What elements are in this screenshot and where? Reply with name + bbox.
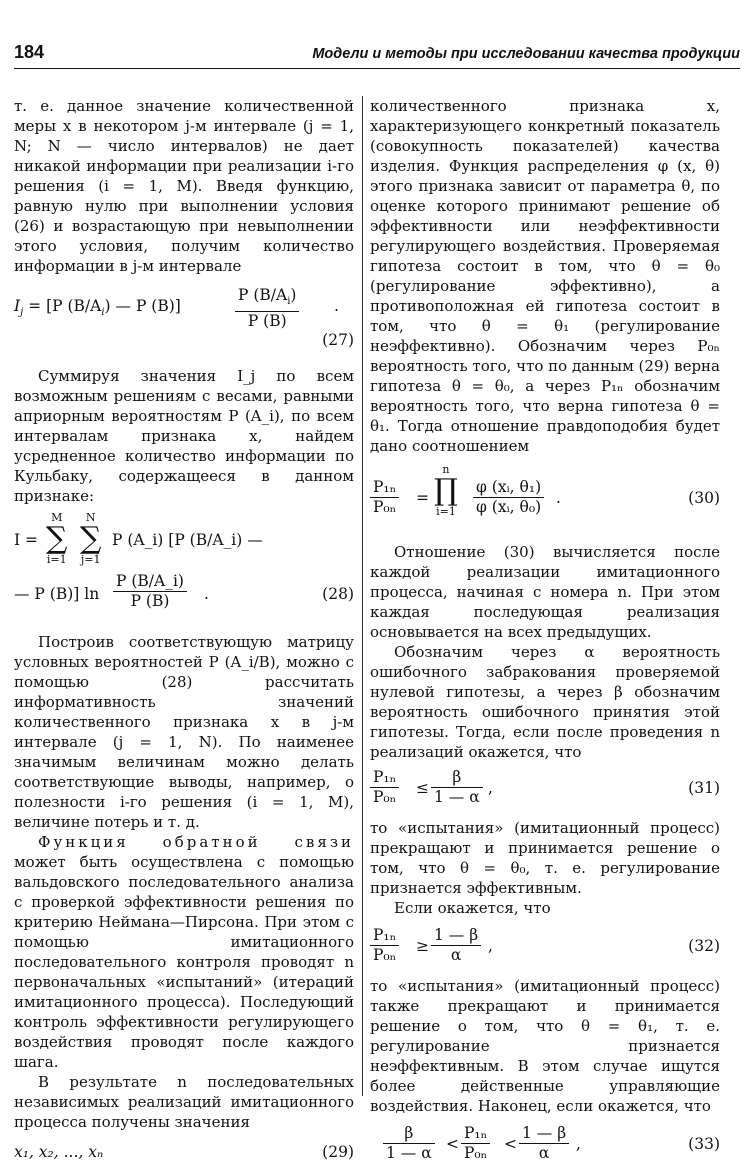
eq-text: ) — P (B)] (104, 297, 181, 315)
eq-text: P (B) (247, 312, 287, 331)
equation-30: P₁ₙ P₀ₙ = n ∏ i=1 φ (xᵢ, θ₁) φ (xᵢ, θ₀) . (30) (370, 464, 720, 532)
equation-number: (32) (688, 937, 720, 955)
paragraph: Если окажется, что (394, 899, 551, 917)
eq-text: N (85, 511, 96, 524)
eq-text: M (51, 511, 63, 524)
eq-text: ≥ (416, 937, 429, 955)
eq-text: 1 — β (519, 1124, 569, 1144)
eq-text: P (B/A (238, 286, 288, 304)
eq-text: P₁ₙ (461, 1124, 490, 1144)
eq-text: P (B) (130, 592, 170, 610)
eq-text: P₀ₙ (373, 946, 397, 964)
fraction (431, 926, 481, 965)
right-column (370, 96, 720, 1168)
page-number: 184 (14, 42, 45, 62)
paragraph (14, 832, 354, 1072)
eq-text: φ (xᵢ, θ₀) (476, 498, 542, 516)
paragraph: т. е. данное значение количественной меры x в некотором j-м интервале (j = 1, N; N — число интервалов) не дает никакой информации при реализации i-го решения (i = 1, M). Введя функцию, равную нулю при выполнении условия (26) и возрастающую при невыполнении этого условия, получим количество информации в j-м интервале (14, 97, 354, 275)
equation-28-line2: — P (B)] ln P (B/A_i) P (B) . (28) (14, 572, 354, 610)
eq-text: 1 — α (386, 1144, 432, 1162)
eq-text: I (14, 297, 21, 315)
equation-27: $I_j = [P$ $(B/A_i)$ — P (B)] P $(B/A_i)$ P (B) . (14, 286, 339, 331)
equation-32: P₁ₙ P₀ₙ ≥ 1 — β α , (32) (370, 926, 720, 970)
fraction (370, 478, 399, 517)
paragraph: то «испытания» (имитационный процесс) также прекращают и принимается решение о том, что θ = θ₁, т. е. регулирование признается неэффективным. В этом случае ищутся более действенные управляющие воздействия. Наконец, если окажется, что (370, 977, 720, 1115)
eq-text: P₀ₙ (373, 498, 397, 516)
paragraph-text: может быть осуществлена с помощью вальдовского последовательного анализа с проверкой эффективности решения по критерию Неймана—Пирсона. При этом с помощью имитационного последовательного контроля проводят n первоначальных «испытаний» (итераций имитационного процесса). Последующий контроль эффективности регулирующего воздействия проводят после каждого шага. (14, 853, 354, 1071)
eq-text: φ (xᵢ, θ₁) (473, 478, 544, 498)
running-head: Модели и методы при исследовании качества продукции (312, 46, 740, 62)
eq-text: = [P (B/A (28, 297, 102, 315)
eq-text: 1 — α (434, 788, 480, 806)
fraction (431, 768, 483, 807)
eq-text: I = (14, 531, 39, 549)
fraction (370, 768, 399, 807)
eq-text: i=1 (46, 553, 67, 566)
eq-text: P (A_i) [P (B/A_i) — (112, 531, 263, 549)
eq-text: n (442, 463, 450, 476)
eq-text: i=1 (436, 505, 456, 518)
equation-number: (29) (322, 1143, 354, 1161)
paragraph: Обозначим через α вероятность ошибочного забракования проверяемой нулевой гипотезы, а через β обозначим вероятность ошибочного принятия этой гипотезы. Тогда, если после проведения n реализаций окажется, что (370, 643, 720, 761)
eq-text: x₁, x₂, ..., xₙ (14, 1143, 104, 1161)
paragraph: Построив соответствующую матрицу условных вероятностей P (A_i/B), можно с помощью (28) рассчитать информативность значений количественного признака x в j-м интервале (j = 1, N). По наименее значимым величинам можно делать соответствующие выводы, например, о полезности i-го решения (i = 1, M), величине потерь и т. д. (14, 633, 354, 831)
eq-text: i (287, 296, 291, 308)
equation-number: (28) (322, 585, 354, 603)
eq-text: β (431, 768, 483, 788)
equation-number: (31) (688, 779, 720, 797)
page-header (14, 38, 740, 69)
left-column (14, 96, 354, 1164)
eq-text: P (B/A_i) (113, 572, 187, 592)
paragraph: количественного признака x, характеризующего конкретный показатель (совокупность показателей) качества изделия. Функция распределения φ (x, θ) этого признака зависит от параметра θ, по оценке которого принимают решение об эффективности или неэффективности регулирующего воздействия. Проверяемая гипотеза состоит в том, что θ = θ₀ (регулирование эффективно), а противоположная ей гипотеза состоит в том, что θ = θ₁ (регулирование неэффективно). Обозначим через P₀ₙ вероятность того, что по данным (29) верна гипотеза θ = θ₀, а через P₁ₙ обозначим вероятность того, что верна гипотеза θ = θ₁. Тогда отношение правдоподобия будет дано соотношением (370, 97, 720, 455)
eq-text: 1 — β (431, 926, 481, 946)
eq-number-row (14, 330, 354, 352)
fraction (370, 926, 399, 965)
fraction (519, 1124, 569, 1163)
fraction (113, 572, 187, 611)
equation-28 (14, 512, 354, 572)
equation-29 (14, 1142, 354, 1164)
spaced-term: Функция обратной связи (38, 833, 354, 851)
eq-text: α (450, 946, 462, 964)
eq-text: α (538, 1144, 550, 1162)
equation-number: (27) (322, 331, 354, 349)
eq-text: P₀ₙ (464, 1144, 488, 1162)
eq-text: ≤ (416, 779, 429, 797)
equation-33: β 1 — α < P₁ₙ P₀ₙ < 1 — β α , (33) (370, 1124, 720, 1168)
product-operator: n ∏ i=1 (434, 463, 458, 518)
equation-number: (30) (688, 489, 720, 507)
eq-text: P₀ₙ (373, 788, 397, 806)
paragraph: В результате n последовательных независимых реализаций имитационного процесса получены значения (14, 1073, 354, 1131)
eq-text: P₁ₙ (370, 768, 399, 788)
column-divider (362, 96, 363, 1096)
fraction (473, 478, 544, 517)
eq-text: — P (B)] ln (14, 585, 100, 603)
eq-text: β (383, 1124, 435, 1144)
eq-text: P₁ₙ (370, 926, 399, 946)
fraction (235, 286, 299, 331)
sum-operator: M ∑ i=1 (46, 511, 68, 566)
eq-text: P₁ₙ (370, 478, 399, 498)
equation-number: (33) (688, 1135, 720, 1153)
fraction (461, 1124, 490, 1163)
paragraph: Отношение (30) вычисляется после каждой реализации имитационного процесса, начиная с номера n. При этом каждая последующая реализация основывается на всех предыдущих. (370, 543, 720, 641)
eq-text: j (20, 307, 24, 319)
paragraph: Суммируя значения I_j по всем возможным решениям с весами, равными априорным вероятностям P (A_i), по всем интервалам признака x, найдем усредненное количество информации по Кульбаку, содержащееся в данном признаке: (14, 367, 354, 505)
eq-text: j=1 (80, 553, 101, 566)
eq-text: i (101, 307, 105, 319)
eq-text: ) (290, 286, 297, 304)
sum-operator: N ∑ j=1 (80, 511, 102, 566)
equation-31: P₁ₙ P₀ₙ ≤ β 1 — α , (31) (370, 768, 720, 812)
fraction (383, 1124, 435, 1163)
paragraph: то «испытания» (имитационный процесс) прекращают и принимается решение о том, что θ = θ₀, т. е. регулирование признается эффективным. (370, 819, 720, 897)
